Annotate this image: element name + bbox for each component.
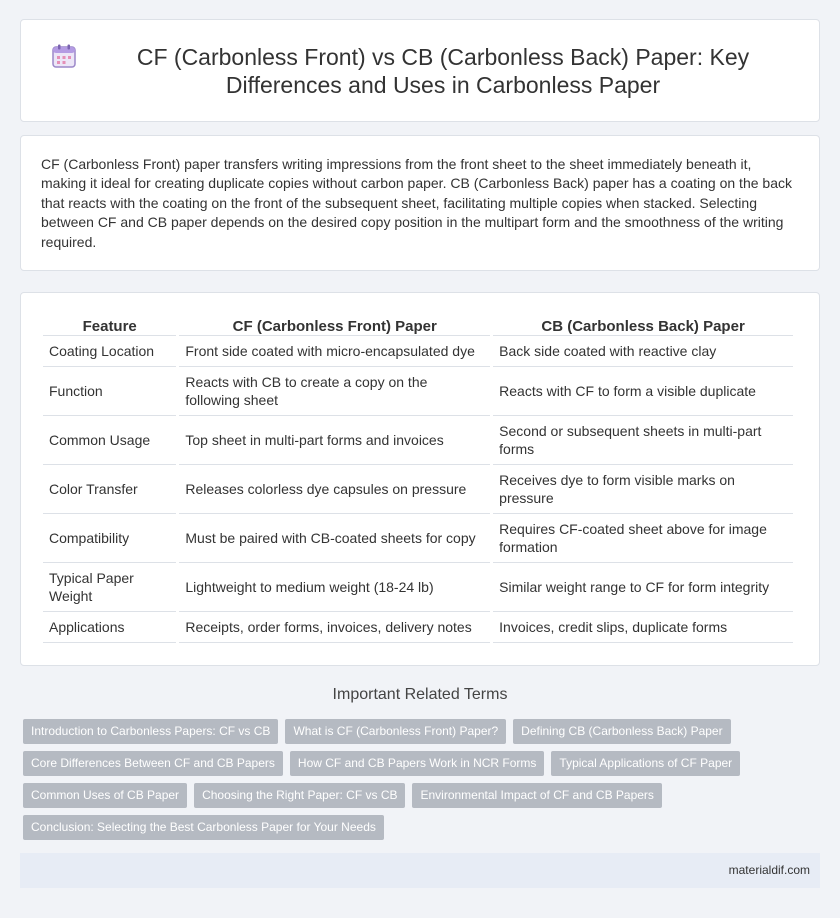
cb-cell: Invoices, credit slips, duplicate forms [493,612,793,643]
related-term-link[interactable]: Introduction to Carbonless Papers: CF vs CB [23,719,278,744]
feature-cell: Function [43,367,176,416]
cb-cell: Requires CF-coated sheet above for image formation [493,514,793,563]
intro-card [20,135,820,271]
table-row [43,336,793,367]
table-row [43,514,793,563]
related-term-link[interactable]: Defining CB (Carbonless Back) Paper [513,719,730,744]
header-feature: Feature [43,314,176,336]
cb-cell: Similar weight range to CF for form integrity [493,563,793,612]
comparison-card [20,292,820,666]
feature-cell: Applications [43,612,176,643]
cb-cell: Reacts with CF to form a visible duplicate [493,367,793,416]
cf-cell: Releases colorless dye capsules on pressure [179,465,490,514]
feature-cell: Compatibility [43,514,176,563]
related-term-link[interactable]: Typical Applications of CF Paper [551,751,740,776]
page-title: CF (Carbonless Front) vs CB (Carbonless Back) Paper: Key Differences and Uses in Carbonless Paper [136,43,750,98]
intro-paragraph: CF (Carbonless Front) paper transfers writing impressions from the front sheet to the sheet immediately beneath it, making it ideal for creating duplicate copies without carbon paper. CB (Carbonless Back) paper has a coating on the back that reacts with the coating on the front of the subsequent sheet, facilitating multiple copies when stacked. Selecting between CF and CB paper depends on the desired copy position in the multipart form and the smoothness of the writing required. [41,156,792,250]
header-cb: CB (Carbonless Back) Paper [493,314,793,336]
table-row [43,612,793,643]
related-terms-heading: Important Related Terms [332,686,508,703]
site-name[interactable]: materialdif.com [728,863,810,877]
related-term-link[interactable]: Core Differences Between CF and CB Papers [23,751,283,776]
related-terms-list [23,719,823,847]
cf-cell: Top sheet in multi-part forms and invoices [179,416,490,465]
related-term-link[interactable]: Choosing the Right Paper: CF vs CB [194,783,405,808]
table-row [43,465,793,514]
table-row [43,416,793,465]
calendar-icon [51,43,77,69]
related-term-link[interactable]: Environmental Impact of CF and CB Papers [412,783,661,808]
comparison-table [40,314,796,643]
feature-cell: Coating Location [43,336,176,367]
related-term-link[interactable]: Common Uses of CB Paper [23,783,187,808]
feature-cell: Color Transfer [43,465,176,514]
cf-cell: Receipts, order forms, invoices, delivery notes [179,612,490,643]
cf-cell: Reacts with CB to create a copy on the following sheet [179,367,490,416]
table-row [43,367,793,416]
table-header-row [43,314,793,336]
cf-cell: Front side coated with micro-encapsulated dye [179,336,490,367]
cf-cell: Lightweight to medium weight (18-24 lb) [179,563,490,612]
cb-cell: Back side coated with reactive clay [493,336,793,367]
feature-cell: Typical Paper Weight [43,563,176,612]
cb-cell: Second or subsequent sheets in multi-part forms [493,416,793,465]
related-term-link[interactable]: What is CF (Carbonless Front) Paper? [285,719,506,744]
cb-cell: Receives dye to form visible marks on pressure [493,465,793,514]
feature-cell: Common Usage [43,416,176,465]
header-cf: CF (Carbonless Front) Paper [179,314,490,336]
cf-cell: Must be paired with CB-coated sheets for copy [179,514,490,563]
title-card [20,19,820,122]
table-row [43,563,793,612]
footer [20,853,820,888]
related-term-link[interactable]: How CF and CB Papers Work in NCR Forms [290,751,545,776]
related-term-link[interactable]: Conclusion: Selecting the Best Carbonless Paper for Your Needs [23,815,384,840]
